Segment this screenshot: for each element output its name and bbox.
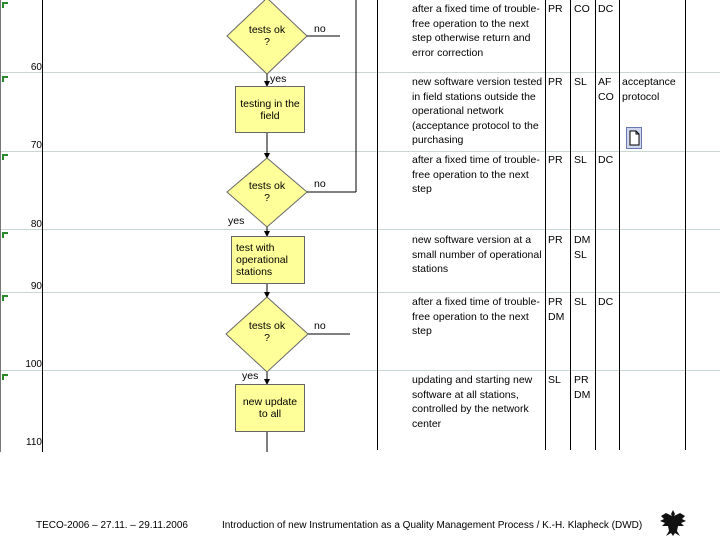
yes-label: yes xyxy=(242,370,259,382)
responsible-code: SL xyxy=(548,374,561,386)
process-box-update: new update to all xyxy=(235,384,305,432)
step-description: after a fixed time of trouble-free operation to the next step xyxy=(412,154,540,195)
responsible-code: PR DM xyxy=(548,296,565,323)
responsible-code: PR xyxy=(548,234,563,246)
document-icon[interactable] xyxy=(626,127,642,149)
decision-label: tests ok ? xyxy=(248,320,286,344)
process-box-field-test: testing in the field xyxy=(235,86,305,133)
responsible-code: PR xyxy=(548,154,563,166)
footer-title: Introduction of new Instrumentation as a Quality Management Process / K.-H. Klapheck (DWD) xyxy=(222,520,643,531)
no-label: no xyxy=(314,320,326,332)
row-number: 80 xyxy=(30,219,42,230)
responsible-code: PR xyxy=(548,3,563,15)
no-label: no xyxy=(314,23,326,35)
process-box-operational: test with operational stations xyxy=(231,236,305,284)
no-label: no xyxy=(314,178,326,190)
step-description: new software version tested in field stations outside the operational network (acceptance protocol to the purchasing xyxy=(412,76,543,146)
responsible-code: SL xyxy=(574,154,587,166)
step-description: updating and starting new software at all stations, controlled by the network center xyxy=(412,374,533,430)
responsible-code: PR xyxy=(548,76,563,88)
footer-event: TECO-2006 – 27.11. – 29.11.2006 xyxy=(36,520,188,531)
row-number: 60 xyxy=(30,62,42,73)
responsible-code: SL xyxy=(574,296,587,308)
step-description: new software version at a small number of operational stations xyxy=(412,234,542,275)
federal-eagle-logo xyxy=(658,508,688,538)
row-number: 90 xyxy=(30,281,42,292)
responsible-code: DC xyxy=(598,3,614,15)
yes-label: yes xyxy=(270,73,287,85)
responsible-code: CO xyxy=(574,3,590,15)
step-description: after a fixed time of trouble-free operation to the next step xyxy=(412,296,540,337)
responsible-code: DC xyxy=(598,154,614,166)
row-number: 110 xyxy=(26,437,42,448)
row-number: 70 xyxy=(30,140,42,151)
decision-label: tests ok ? xyxy=(248,180,286,204)
responsible-code: SL xyxy=(574,76,587,88)
responsible-code: PR DM xyxy=(574,374,591,401)
responsible-code: DC xyxy=(598,296,614,308)
document-reference: acceptance protocol xyxy=(622,76,676,103)
responsible-code: DM SL xyxy=(574,234,591,261)
yes-label: yes xyxy=(228,215,245,227)
decision-label: tests ok ? xyxy=(248,24,286,48)
step-description: after a fixed time of trouble-free operation to the next step otherwise return and error correction xyxy=(412,3,540,59)
row-number: 100 xyxy=(25,359,42,370)
responsible-code: AF CO xyxy=(598,76,614,103)
